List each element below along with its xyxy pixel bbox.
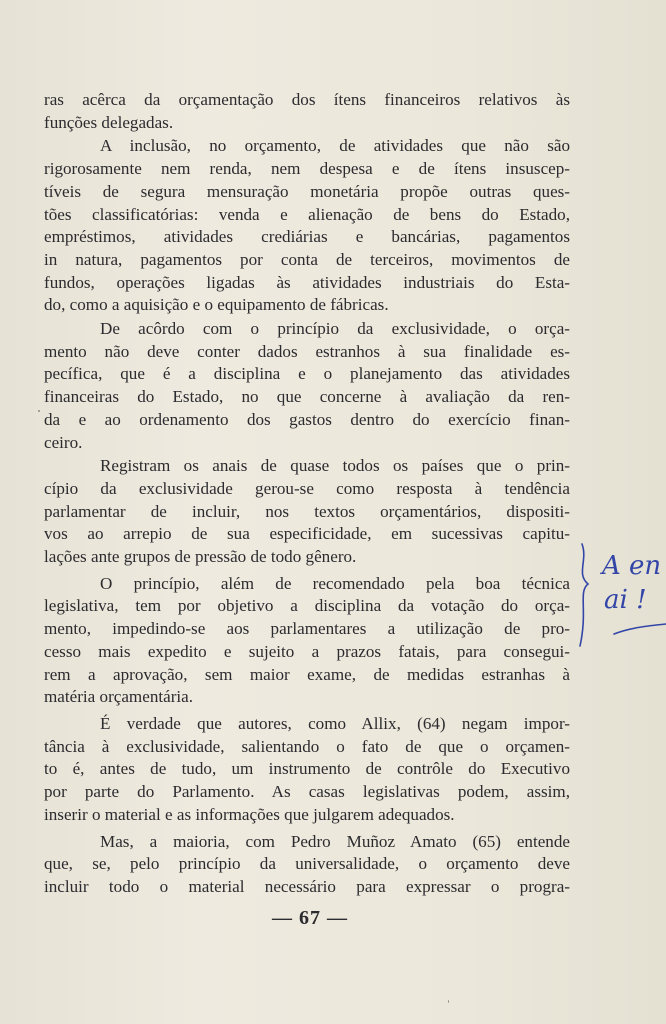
text-line: to é, antes de tudo, um instrumento de contrôle do Executivo	[44, 759, 570, 779]
text-line: funções delegadas.	[44, 112, 174, 132]
handwritten-margin-note	[574, 540, 666, 650]
paragraph	[44, 455, 570, 569]
text-line: Mas, a maioria, com Pedro Muñoz Amato (65) entende	[100, 831, 570, 851]
margin-bracket-icon	[574, 540, 666, 650]
text-line: da e ao ordenamento dos gastos dentro do exercício finan-	[44, 409, 570, 429]
text-line: in natura, pagamentos por conta de terceiros, movimentos de	[44, 249, 570, 269]
text-line: tíveis de segura mensuração monetária propõe outras ques-	[44, 181, 570, 201]
page-number: — 67 —	[272, 907, 348, 929]
text-line: cesso mais expedito e sujeito a prazos fatais, para consegui-	[44, 641, 570, 661]
text-line: tões classificatórias: venda e alienação de bens do Estado,	[44, 204, 570, 224]
paragraph	[44, 135, 570, 317]
text-line: do, como a aquisição e o equipamento de fábricas.	[44, 295, 389, 315]
margin-note-line-1: A en	[602, 551, 662, 581]
text-line: financeiras do Estado, no que concerne à avaliação da ren-	[44, 387, 570, 407]
text-line: rem a aprovação, sem maior exame, de medidas estranhas à	[44, 664, 570, 684]
text-line: incluir todo o material necessário para expressar o progra-	[44, 876, 570, 896]
text-line: rigorosamente nem renda, nem despesa e de ítens insuscep-	[44, 159, 570, 179]
text-line: vos ao arrepio de sua especificidade, em sucessivas capitu-	[44, 524, 570, 544]
text-line: legislativa, tem por objetivo a disciplina da votação do orça-	[44, 596, 570, 616]
text-line: matéria orçamentária.	[44, 687, 194, 707]
text-line: cípio da exclusividade gerou-se como resposta à tendência	[44, 478, 570, 498]
text-line: Registram os anais de quase todos os países que o prin-	[100, 456, 570, 476]
text-line: ras acêrca da orçamentação dos ítens financeiros relativos às	[44, 90, 570, 109]
paragraph	[44, 831, 570, 899]
text-line: pecífica, que é a disciplina e o planejamento das atividades	[44, 364, 570, 384]
text-line: O princípio, além de recomendado pela boa técnica	[100, 573, 570, 593]
body-text	[44, 89, 570, 899]
text-line: lações ante grupos de pressão de todo gênero.	[44, 547, 357, 567]
text-line: fundos, operações ligadas às atividades industriais do Esta-	[44, 272, 570, 292]
text-line: A inclusão, no orçamento, de atividades que não são	[100, 136, 570, 156]
text-line: inserir o material e as informações que julgarem adequados.	[44, 804, 455, 824]
margin-note-line-2: ai !	[604, 585, 647, 615]
text-line: De acôrdo com o princípio da exclusividade, o orça-	[100, 319, 570, 339]
text-line: parlamentar de incluir, nos textos orçamentários, dispositi-	[44, 501, 570, 521]
paper-speck	[448, 1000, 449, 1003]
text-line: por parte do Parlamento. As casas legislativas podem, assim,	[44, 782, 570, 802]
text-line: mento não deve conter dados estranhos à sua finalidade es-	[44, 341, 570, 361]
paragraph	[44, 89, 570, 134]
text-line: mento, impedindo-se aos parlamentares a utilização de pro-	[44, 619, 570, 639]
paragraph	[44, 573, 570, 709]
text-line: ceiro.	[44, 432, 83, 452]
paper-speck	[38, 410, 40, 412]
text-line: que, se, pelo princípio da universalidade, o orçamento deve	[44, 854, 570, 874]
text-line: tância à exclusividade, salientando o fato de que o orçamen-	[44, 736, 570, 756]
paragraph	[44, 318, 570, 454]
text-line: É verdade que autores, como Allix, (64) negam impor-	[100, 713, 570, 733]
paragraph	[44, 713, 570, 827]
text-line: empréstimos, atividades crediárias e bancárias, pagamentos	[44, 227, 570, 247]
